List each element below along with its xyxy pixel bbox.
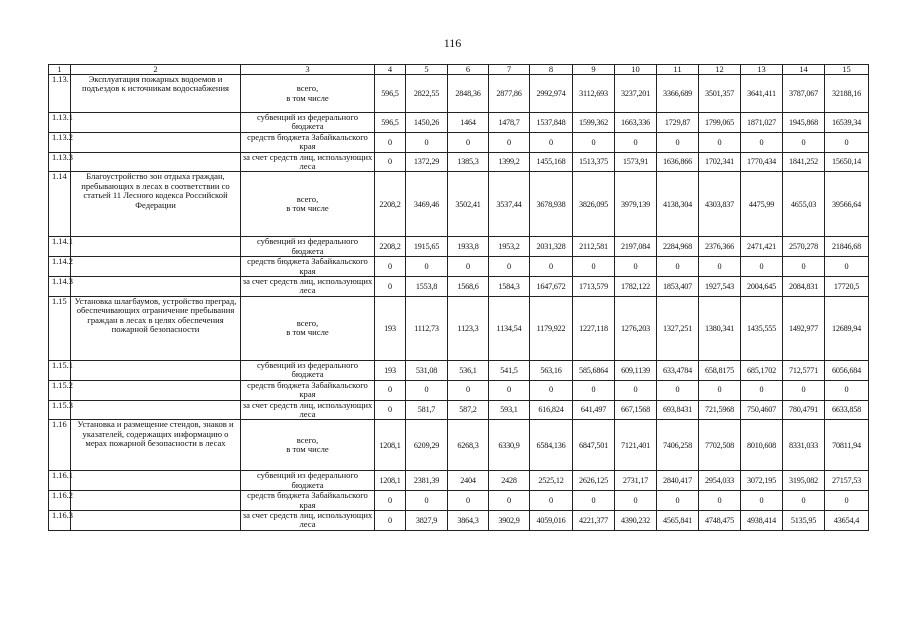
value-cell: 15650,14	[825, 152, 869, 172]
value-cell: 3112,693	[573, 75, 615, 113]
value-cell: 0	[573, 380, 615, 400]
value-cell: 0	[699, 257, 741, 277]
value-cell: 6633,858	[825, 400, 869, 420]
value-cell: 3864,3	[448, 510, 489, 530]
row-code: 1.13.2	[49, 132, 71, 152]
row-code: 1.15	[49, 296, 71, 360]
value-cell: 6584,136	[530, 420, 573, 471]
table-row	[49, 257, 869, 277]
value-cell: 1327,251	[657, 296, 699, 360]
value-cell: 1450,26	[406, 113, 448, 133]
value-cell: 0	[825, 132, 869, 152]
table-row	[49, 277, 869, 297]
value-cell: 8010,608	[741, 420, 783, 471]
value-cell: 1380,341	[699, 296, 741, 360]
row-name	[71, 491, 241, 511]
value-cell: 8331,033	[783, 420, 825, 471]
value-cell: 721,5968	[699, 400, 741, 420]
row-funding-type: всего, в том числе	[241, 420, 375, 471]
value-cell: 587,2	[448, 400, 489, 420]
value-cell: 541,5	[489, 360, 530, 380]
value-cell: 2404	[448, 471, 489, 491]
row-name	[71, 380, 241, 400]
value-cell: 1478,7	[489, 113, 530, 133]
header-cell: 9	[573, 65, 615, 75]
value-cell: 0	[783, 257, 825, 277]
value-cell: 1385,3	[448, 152, 489, 172]
row-funding-type: средств бюджета Забайкальского края	[241, 380, 375, 400]
value-cell: 39566,64	[825, 172, 869, 237]
value-cell: 0	[783, 380, 825, 400]
row-code: 1.14.2	[49, 257, 71, 277]
value-cell: 1112,73	[406, 296, 448, 360]
header-cell: 7	[489, 65, 530, 75]
value-cell: 2954,033	[699, 471, 741, 491]
row-funding-type: за счет средств лиц, использующих леса	[241, 277, 375, 297]
value-cell: 6268,3	[448, 420, 489, 471]
value-cell: 32188,16	[825, 75, 869, 113]
value-cell: 193	[375, 360, 406, 380]
table-row	[49, 420, 869, 471]
value-cell: 1227,118	[573, 296, 615, 360]
value-cell: 1276,203	[615, 296, 657, 360]
value-cell: 0	[699, 491, 741, 511]
row-funding-type: средств бюджета Забайкальского края	[241, 491, 375, 511]
row-code: 1.14.1	[49, 237, 71, 257]
value-cell: 1871,027	[741, 113, 783, 133]
value-cell: 2840,417	[657, 471, 699, 491]
row-code: 1.15.1	[49, 360, 71, 380]
value-cell: 0	[741, 491, 783, 511]
value-cell: 3072,195	[741, 471, 783, 491]
row-name	[71, 360, 241, 380]
value-cell: 4475,99	[741, 172, 783, 237]
value-cell: 3502,41	[448, 172, 489, 237]
value-cell: 1553,8	[406, 277, 448, 297]
value-cell: 0	[489, 257, 530, 277]
value-cell: 1782,122	[615, 277, 657, 297]
value-cell: 0	[783, 491, 825, 511]
header-cell: 4	[375, 65, 406, 75]
row-funding-type: за счет средств лиц, использующих леса	[241, 400, 375, 420]
value-cell: 7121,401	[615, 420, 657, 471]
row-funding-type: средств бюджета Забайкальского края	[241, 132, 375, 152]
value-cell: 563,16	[530, 360, 573, 380]
value-cell: 2381,39	[406, 471, 448, 491]
row-name: Установка и размещение стендов, знаков и указателей, содержащих информацию о мерах пожарной безопасности в лесах	[71, 420, 241, 471]
value-cell: 1513,375	[573, 152, 615, 172]
value-cell: 0	[573, 257, 615, 277]
value-cell: 685,1702	[741, 360, 783, 380]
value-cell: 0	[573, 491, 615, 511]
value-cell: 2822,55	[406, 75, 448, 113]
value-cell: 1915,65	[406, 237, 448, 257]
value-cell: 0	[448, 380, 489, 400]
value-cell: 3902,9	[489, 510, 530, 530]
value-cell: 7406,258	[657, 420, 699, 471]
value-cell: 0	[657, 380, 699, 400]
row-code: 1.16.1	[49, 471, 71, 491]
value-cell: 43654,4	[825, 510, 869, 530]
header-cell: 14	[783, 65, 825, 75]
value-cell: 0	[375, 400, 406, 420]
budget-table	[48, 64, 869, 531]
value-cell: 1537,848	[530, 113, 573, 133]
value-cell: 1841,252	[783, 152, 825, 172]
value-cell: 593,1	[489, 400, 530, 420]
value-cell: 2112,581	[573, 237, 615, 257]
value-cell: 3469,46	[406, 172, 448, 237]
value-cell: 596,5	[375, 75, 406, 113]
value-cell: 1663,336	[615, 113, 657, 133]
header-cell: 2	[71, 65, 241, 75]
value-cell: 1134,54	[489, 296, 530, 360]
row-code: 1.14.3	[49, 277, 71, 297]
value-cell: 712,5771	[783, 360, 825, 380]
row-name: Эксплуатация пожарных водоемов и подъездов к источникам водоснабжения	[71, 75, 241, 113]
value-cell: 1455,168	[530, 152, 573, 172]
value-cell: 0	[741, 380, 783, 400]
value-cell: 585,6864	[573, 360, 615, 380]
value-cell: 0	[615, 380, 657, 400]
value-cell: 3826,095	[573, 172, 615, 237]
value-cell: 0	[375, 510, 406, 530]
value-cell: 0	[530, 491, 573, 511]
value-cell: 1568,6	[448, 277, 489, 297]
value-cell: 3195,082	[783, 471, 825, 491]
value-cell: 1853,407	[657, 277, 699, 297]
value-cell: 2877,86	[489, 75, 530, 113]
table-row	[49, 296, 869, 360]
value-cell: 2004,645	[741, 277, 783, 297]
header-cell: 5	[406, 65, 448, 75]
value-cell: 1945,868	[783, 113, 825, 133]
row-name	[71, 152, 241, 172]
value-cell: 2731,17	[615, 471, 657, 491]
value-cell: 581,7	[406, 400, 448, 420]
value-cell: 0	[375, 152, 406, 172]
value-cell: 1647,672	[530, 277, 573, 297]
row-funding-type: за счет средств лиц, использующих леса	[241, 152, 375, 172]
row-name	[71, 132, 241, 152]
value-cell: 0	[489, 380, 530, 400]
row-code: 1.16.3	[49, 510, 71, 530]
row-code: 1.14	[49, 172, 71, 237]
value-cell: 16539,34	[825, 113, 869, 133]
value-cell: 5135,95	[783, 510, 825, 530]
value-cell: 3979,139	[615, 172, 657, 237]
value-cell: 3501,357	[699, 75, 741, 113]
value-cell: 1599,362	[573, 113, 615, 133]
value-cell: 0	[530, 132, 573, 152]
value-cell: 609,1139	[615, 360, 657, 380]
value-cell: 0	[530, 380, 573, 400]
value-cell: 3827,9	[406, 510, 448, 530]
value-cell: 531,08	[406, 360, 448, 380]
page-number: 116	[443, 36, 462, 50]
value-cell: 0	[615, 491, 657, 511]
value-cell: 2208,2	[375, 172, 406, 237]
value-cell: 0	[375, 257, 406, 277]
row-name: Благоустройство зон отдыха граждан, пребывающих в лесах в соответствии со статьей 11 Лесного кодекса Российской Федерации	[71, 172, 241, 237]
table-row	[49, 172, 869, 237]
row-code: 1.16	[49, 420, 71, 471]
value-cell: 1208,1	[375, 471, 406, 491]
table-row	[49, 75, 869, 113]
value-cell: 27157,53	[825, 471, 869, 491]
value-cell: 4221,377	[573, 510, 615, 530]
value-cell: 1713,579	[573, 277, 615, 297]
value-cell: 1927,543	[699, 277, 741, 297]
value-cell: 1933,8	[448, 237, 489, 257]
row-name	[71, 510, 241, 530]
value-cell: 2428	[489, 471, 530, 491]
value-cell: 4748,475	[699, 510, 741, 530]
value-cell: 0	[375, 277, 406, 297]
row-funding-type: субвенций из федерального бюджета	[241, 113, 375, 133]
value-cell: 641,497	[573, 400, 615, 420]
table-row	[49, 113, 869, 133]
value-cell: 0	[489, 491, 530, 511]
value-cell: 4059,016	[530, 510, 573, 530]
header-cell: 12	[699, 65, 741, 75]
row-name: Установка шлагбаумов, устройство преград, обеспечивающих ограничение пребывания граждан в лесах в целях обеспечения пожарной безопасности	[71, 296, 241, 360]
value-cell: 1953,2	[489, 237, 530, 257]
value-cell: 0	[657, 257, 699, 277]
value-cell: 2031,328	[530, 237, 573, 257]
row-code: 1.15.2	[49, 380, 71, 400]
value-cell: 616,824	[530, 400, 573, 420]
value-cell: 6847,501	[573, 420, 615, 471]
row-funding-type: за счет средств лиц, использующих леса	[241, 510, 375, 530]
header-cell: 15	[825, 65, 869, 75]
row-name	[71, 113, 241, 133]
row-name	[71, 237, 241, 257]
value-cell: 1208,1	[375, 420, 406, 471]
value-cell: 1702,341	[699, 152, 741, 172]
value-cell: 0	[741, 132, 783, 152]
value-cell: 0	[406, 491, 448, 511]
value-cell: 0	[657, 132, 699, 152]
value-cell: 3366,689	[657, 75, 699, 113]
table-row	[49, 510, 869, 530]
table-row	[49, 237, 869, 257]
value-cell: 0	[615, 257, 657, 277]
value-cell: 0	[741, 257, 783, 277]
value-cell: 536,1	[448, 360, 489, 380]
header-cell: 11	[657, 65, 699, 75]
row-funding-type: всего, в том числе	[241, 296, 375, 360]
row-code: 1.13.1	[49, 113, 71, 133]
value-cell: 693,8431	[657, 400, 699, 420]
value-cell: 667,1568	[615, 400, 657, 420]
header-cell: 1	[49, 65, 71, 75]
value-cell: 0	[573, 132, 615, 152]
value-cell: 1179,922	[530, 296, 573, 360]
header-cell: 10	[615, 65, 657, 75]
row-code: 1.13.	[49, 75, 71, 113]
table-row	[49, 360, 869, 380]
header-cell: 13	[741, 65, 783, 75]
value-cell: 3787,067	[783, 75, 825, 113]
row-funding-type: всего, в том числе	[241, 75, 375, 113]
value-cell: 596,5	[375, 113, 406, 133]
value-cell: 2084,831	[783, 277, 825, 297]
value-cell: 6209,29	[406, 420, 448, 471]
value-cell: 3678,938	[530, 172, 573, 237]
value-cell: 750,4607	[741, 400, 783, 420]
value-cell: 193	[375, 296, 406, 360]
value-cell: 12689,94	[825, 296, 869, 360]
value-cell: 0	[375, 491, 406, 511]
value-cell: 0	[615, 132, 657, 152]
value-cell: 0	[825, 257, 869, 277]
row-code: 1.15.3	[49, 400, 71, 420]
table-row	[49, 491, 869, 511]
row-funding-type: субвенций из федерального бюджета	[241, 360, 375, 380]
value-cell: 2992,974	[530, 75, 573, 113]
value-cell: 2626,125	[573, 471, 615, 491]
value-cell: 0	[699, 380, 741, 400]
row-funding-type: средств бюджета Забайкальского края	[241, 257, 375, 277]
table-row	[49, 380, 869, 400]
value-cell: 1636,866	[657, 152, 699, 172]
value-cell: 70811,94	[825, 420, 869, 471]
table-body	[49, 65, 869, 531]
table-row	[49, 471, 869, 491]
value-cell: 780,4791	[783, 400, 825, 420]
value-cell: 0	[406, 380, 448, 400]
row-funding-type: субвенций из федерального бюджета	[241, 471, 375, 491]
value-cell: 0	[448, 257, 489, 277]
value-cell: 0	[825, 380, 869, 400]
value-cell: 1464	[448, 113, 489, 133]
value-cell: 2284,968	[657, 237, 699, 257]
table-row	[49, 132, 869, 152]
value-cell: 17720,5	[825, 277, 869, 297]
value-cell: 2197,084	[615, 237, 657, 257]
table-row	[49, 152, 869, 172]
value-cell: 4565,841	[657, 510, 699, 530]
header-cell: 8	[530, 65, 573, 75]
value-cell: 4938,414	[741, 510, 783, 530]
row-funding-type: субвенций из федерального бюджета	[241, 237, 375, 257]
value-cell: 2471,421	[741, 237, 783, 257]
row-code: 1.13.3	[49, 152, 71, 172]
value-cell: 0	[375, 132, 406, 152]
value-cell: 2208,2	[375, 237, 406, 257]
value-cell: 1492,977	[783, 296, 825, 360]
value-cell: 0	[825, 491, 869, 511]
value-cell: 1729,87	[657, 113, 699, 133]
value-cell: 2848,36	[448, 75, 489, 113]
value-cell: 1584,3	[489, 277, 530, 297]
value-cell: 0	[406, 132, 448, 152]
value-cell: 1799,065	[699, 113, 741, 133]
value-cell: 1573,91	[615, 152, 657, 172]
value-cell: 2570,278	[783, 237, 825, 257]
value-cell: 0	[489, 132, 530, 152]
value-cell: 6330,9	[489, 420, 530, 471]
value-cell: 2376,366	[699, 237, 741, 257]
row-code: 1.16.2	[49, 491, 71, 511]
row-name	[71, 400, 241, 420]
value-cell: 1399,2	[489, 152, 530, 172]
value-cell: 0	[375, 380, 406, 400]
header-cell: 6	[448, 65, 489, 75]
row-funding-type: всего, в том числе	[241, 172, 375, 237]
value-cell: 658,8175	[699, 360, 741, 380]
value-cell: 0	[448, 491, 489, 511]
value-cell: 6056,684	[825, 360, 869, 380]
value-cell: 4390,232	[615, 510, 657, 530]
row-name	[71, 277, 241, 297]
value-cell: 4303,837	[699, 172, 741, 237]
value-cell: 0	[448, 132, 489, 152]
value-cell: 1372,29	[406, 152, 448, 172]
value-cell: 7702,508	[699, 420, 741, 471]
header-cell: 3	[241, 65, 375, 75]
value-cell: 4655,03	[783, 172, 825, 237]
value-cell: 3537,44	[489, 172, 530, 237]
value-cell: 0	[530, 257, 573, 277]
value-cell: 0	[657, 491, 699, 511]
header-row	[49, 65, 869, 75]
value-cell: 633,4784	[657, 360, 699, 380]
table-row	[49, 400, 869, 420]
value-cell: 4138,304	[657, 172, 699, 237]
value-cell: 0	[783, 132, 825, 152]
value-cell: 21846,68	[825, 237, 869, 257]
value-cell: 0	[406, 257, 448, 277]
row-name	[71, 471, 241, 491]
value-cell: 0	[699, 132, 741, 152]
row-name	[71, 257, 241, 277]
value-cell: 2525,12	[530, 471, 573, 491]
value-cell: 1123,3	[448, 296, 489, 360]
value-cell: 1770,434	[741, 152, 783, 172]
value-cell: 3641,411	[741, 75, 783, 113]
value-cell: 1435,555	[741, 296, 783, 360]
value-cell: 3237,201	[615, 75, 657, 113]
